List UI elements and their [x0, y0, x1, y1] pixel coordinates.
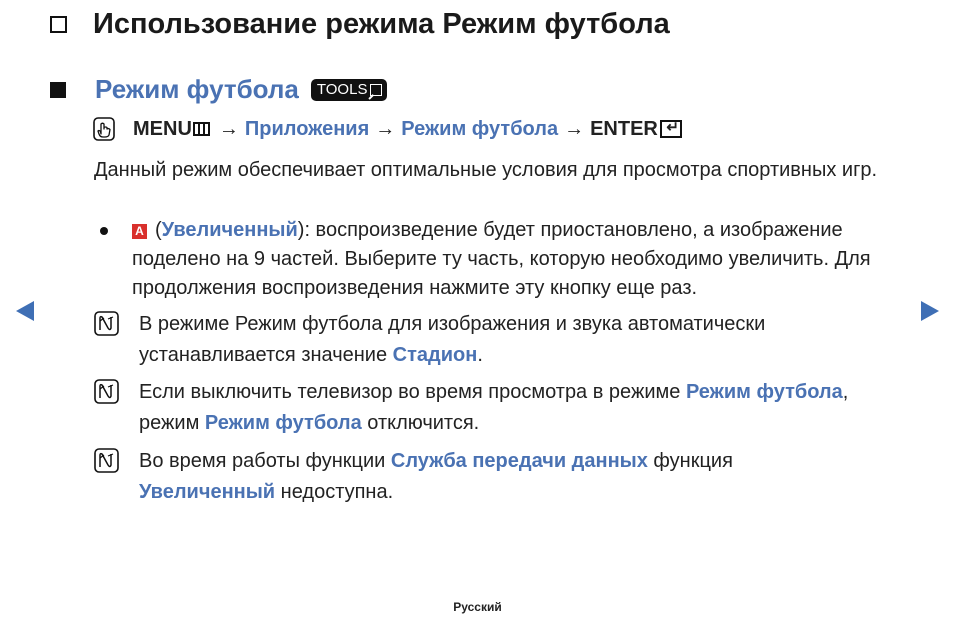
next-page-icon[interactable]: [921, 301, 939, 321]
tools-icon: [370, 84, 382, 96]
intro-paragraph: Данный режим обеспечивает оптимальные условия для просмотра спортивных игр.: [94, 159, 878, 181]
note-text-part: недоступна.: [275, 481, 394, 503]
note-text-part: Если выключить телевизор во время просмотра в режиме: [139, 381, 686, 403]
note-icon: [94, 448, 119, 473]
list-item: [94, 216, 909, 303]
note-item: [94, 377, 874, 439]
zoom-link[interactable]: Увеличенный: [139, 481, 276, 503]
checkbox-icon: [50, 16, 67, 33]
note-icon: [94, 311, 119, 336]
football-mode-link[interactable]: Режим футбола: [204, 412, 362, 434]
note-text-part: отключится.: [361, 412, 480, 434]
data-service-link[interactable]: Служба передачи данных: [390, 450, 648, 472]
section-heading: [50, 74, 387, 105]
previous-page-icon[interactable]: [16, 301, 34, 321]
menu-link-football-mode[interactable]: Режим футбола: [401, 117, 559, 140]
hand-pointer-icon: [93, 117, 115, 141]
bullet-dot-icon: [100, 227, 108, 235]
note-text: [139, 309, 874, 371]
menu-icon: [193, 122, 210, 136]
a-button-icon: A: [132, 224, 147, 239]
tools-label: TOOLS: [316, 81, 368, 98]
open-paren: (: [155, 219, 162, 241]
note-text-part: , режим: [139, 381, 849, 434]
path-arrow: →: [375, 117, 396, 140]
note-text-part: .: [477, 344, 483, 366]
path-arrow: →: [564, 117, 585, 140]
language-footer: Русский: [453, 600, 502, 614]
page-title-text: Использование режима Режим футбола: [93, 8, 670, 40]
note-item: [94, 446, 874, 508]
stadium-link[interactable]: Стадион: [392, 344, 478, 366]
page-title: [50, 8, 670, 41]
zoom-link[interactable]: Увеличенный: [161, 219, 298, 241]
section-heading-text[interactable]: Режим футбола: [95, 74, 299, 104]
list-item-text: ): воспроизведение будет приостановлено, а изображение поделено на 9 частей. Выберите ту часть, которую необходимо увеличить. Для продолжения воспроизведения нажмите эту кнопку еще раз.: [132, 219, 871, 299]
menu-link-applications[interactable]: Приложения: [244, 117, 370, 140]
note-item: [94, 309, 874, 371]
note-text-part: функция: [647, 450, 733, 472]
football-mode-link[interactable]: Режим футбола: [685, 381, 843, 403]
menu-label: MENU: [133, 117, 192, 140]
square-bullet-icon: [50, 82, 66, 98]
note-icon: [94, 379, 119, 404]
note-text: [139, 377, 874, 439]
note-text-part: Во время работы функции: [139, 450, 391, 472]
note-text-part: В режиме Режим футбола для изображения и звука автоматически устанавливается значение: [139, 313, 766, 366]
enter-label: ENTER: [590, 117, 658, 140]
note-text: [139, 446, 874, 508]
tools-badge: [311, 79, 388, 101]
enter-icon: [660, 120, 682, 138]
path-arrow: →: [218, 117, 239, 140]
list-item-body: [132, 216, 909, 303]
menu-path: [93, 117, 682, 141]
